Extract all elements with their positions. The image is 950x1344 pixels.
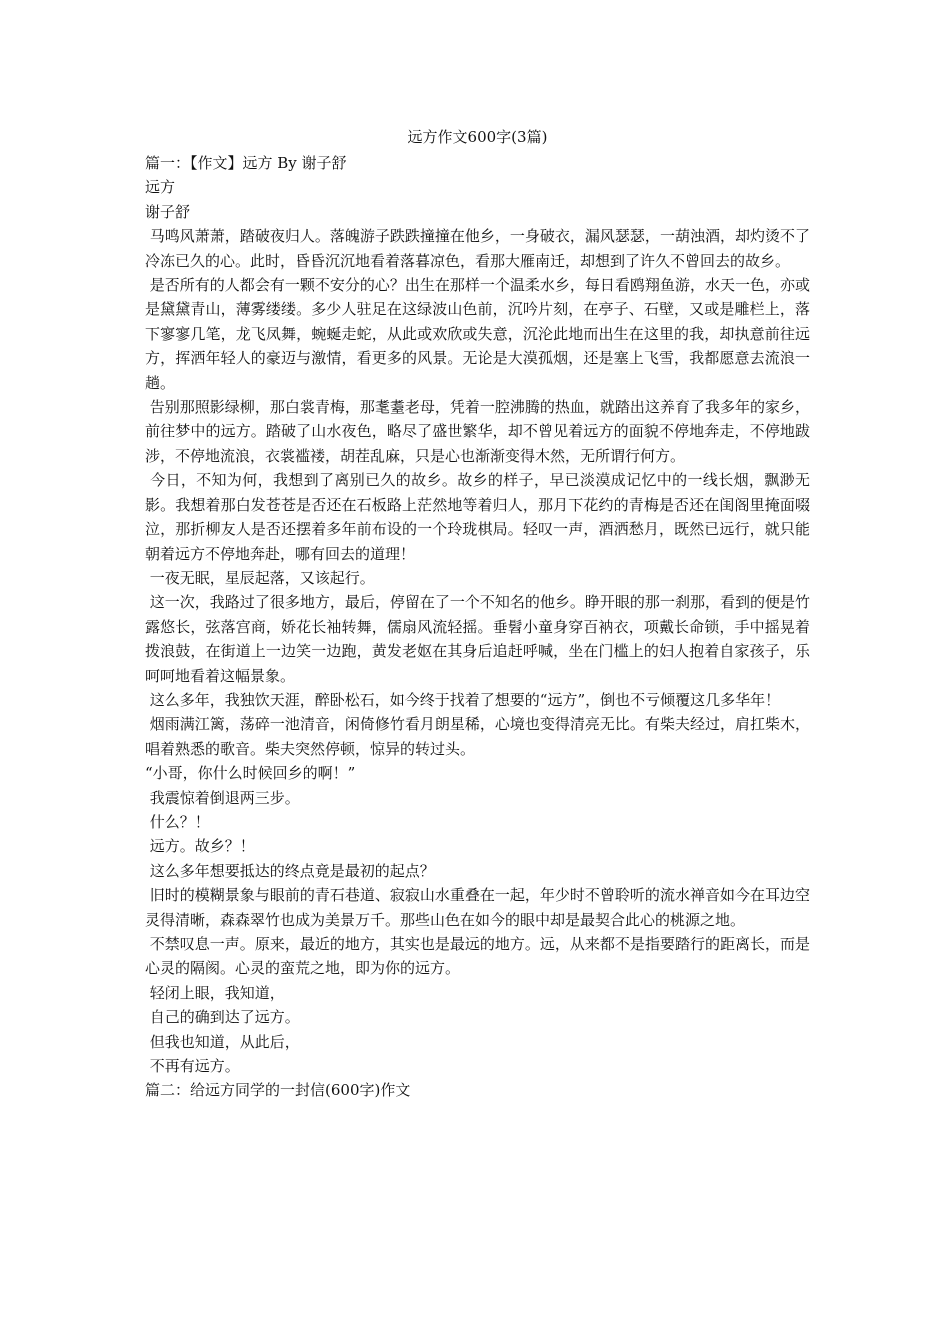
paragraph: 马鸣风萧萧，踏破夜归人。落魄游子跌跌撞撞在他乡，一身破衣，漏风瑟瑟，一葫浊酒，却灼烫不了冷冻已久的心。此时，昏昏沉沉地看着落暮凉色，看那大雁南迁，却想到了许久不曾回去的故乡。 [145,227,810,270]
essay-author: 谢子舒 [145,202,191,221]
document-page [145,127,810,1103]
paragraph: 轻闭上眼，我知道， [145,983,285,1002]
paragraph: 远方。故乡？！ [145,837,255,856]
paragraph: 烟雨满江篱，荡碎一池清音，闲倚修竹看月朗星稀，心境也变得清亮无比。有柴夫经过，肩扛柴木，唱着熟悉的歌音。柴夫突然停顿，惊异的转过头。 [145,715,810,758]
paragraph: 什么？！ [145,812,210,831]
paragraph: 今日，不知为何，我想到了离别已久的故乡。故乡的样子，早已淡漠成记忆中的一线长烟，飘渺无影。我想着那白发苍苍是否还在石板路上茫然地等着归人，那月下花约的青梅是否还在闺阁里掩面啜泣，那折柳友人是否还摆着多年前布设的一个玲珑棋局。轻叹一声，酒洒愁月，既然已远行，就只能朝着远方不停地奔赴，哪有回去的道理！ [145,471,810,563]
paragraph: 这么多年想要抵达的终点竟是最初的起点？ [145,861,435,880]
paragraph: 但我也知道，从此后， [145,1032,300,1051]
paragraph: 自己的确到达了远方。 [145,1008,300,1027]
section-2-heading: 篇二：给远方同学的一封信(600字)作文 [145,1081,411,1100]
paragraph: 不再有远方。 [145,1057,240,1076]
essay-title: 远方 [145,178,176,197]
section-1-heading: 篇一：【作文】远方 By 谢子舒 [145,154,347,172]
paragraph: “小哥，你什么时候回乡的啊！” [145,764,356,783]
paragraph: 是否所有的人都会有一颗不安分的心？出生在那样一个温柔水乡，每日看鸥翔鱼游，水天一色，亦或是黛黛青山，薄雾缕缕。多少人驻足在这绿波山色前，沉吟片刻，在亭子、石壁，又或是雕栏上，落下寥寥几笔，龙飞凤舞，蜿蜒走蛇，从此或欢欣或失意，沉沦此地而出生在这里的我，却执意前往远方，挥洒年轻人的豪迈与激情，看更多的风景。无论是大漠孤烟，还是塞上飞雪，我都愿意去流浪一趟。 [145,276,810,392]
paragraph: 这么多年，我独饮天涯，醉卧松石，如今终于找着了想要的“远方”，倒也不亏倾覆这几多华年！ [145,690,781,709]
paragraph: 旧时的模糊景象与眼前的青石巷道、寂寂山水重叠在一起，年少时不曾聆听的流水禅音如今在耳边空灵得清晰，森森翠竹也成为美景万千。那些山色在如今的眼中却是最契合此心的桃源之地。 [145,886,810,929]
paragraph: 我震惊着倒退两三步。 [145,788,300,807]
paragraph: 这一次，我路过了很多地方，最后，停留在了一个不知名的他乡。睁开眼的那一刹那，看到的便是竹露悠长，弦落宫商，娇花长袖转舞，儒扇风流轻摇。垂髫小童身穿百衲衣，项戴长命锁，手中摇晃着拨浪鼓，在街道上一边笑一边跑，黄发老妪在其身后追赶呼喊，坐在门槛上的妇人抱着自家孩子，乐呵呵地看着这幅景象。 [145,593,810,685]
document-title: 远方作文600字(3篇) [407,128,548,146]
paragraph: 一夜无眠，星辰起落，又该起行。 [145,568,375,587]
paragraph: 不禁叹息一声。原来，最近的地方，其实也是最远的地方。远，从来都不是指要踏行的距离长，而是心灵的隔阂。心灵的蛮荒之地，即为你的远方。 [145,935,810,978]
paragraph: 告别那照影绿柳，那白裳青梅，那耄耋老母，凭着一腔沸腾的热血，就踏出这养育了我多年的家乡，前往梦中的远方。踏破了山水夜色，略尽了盛世繁华，却不曾见着远方的面貌不停地奔走，不停地跋涉，不停地流浪，衣裳褴褛，胡茬乱麻，只是心也渐渐变得木然，无所谓行何方。 [145,398,810,465]
